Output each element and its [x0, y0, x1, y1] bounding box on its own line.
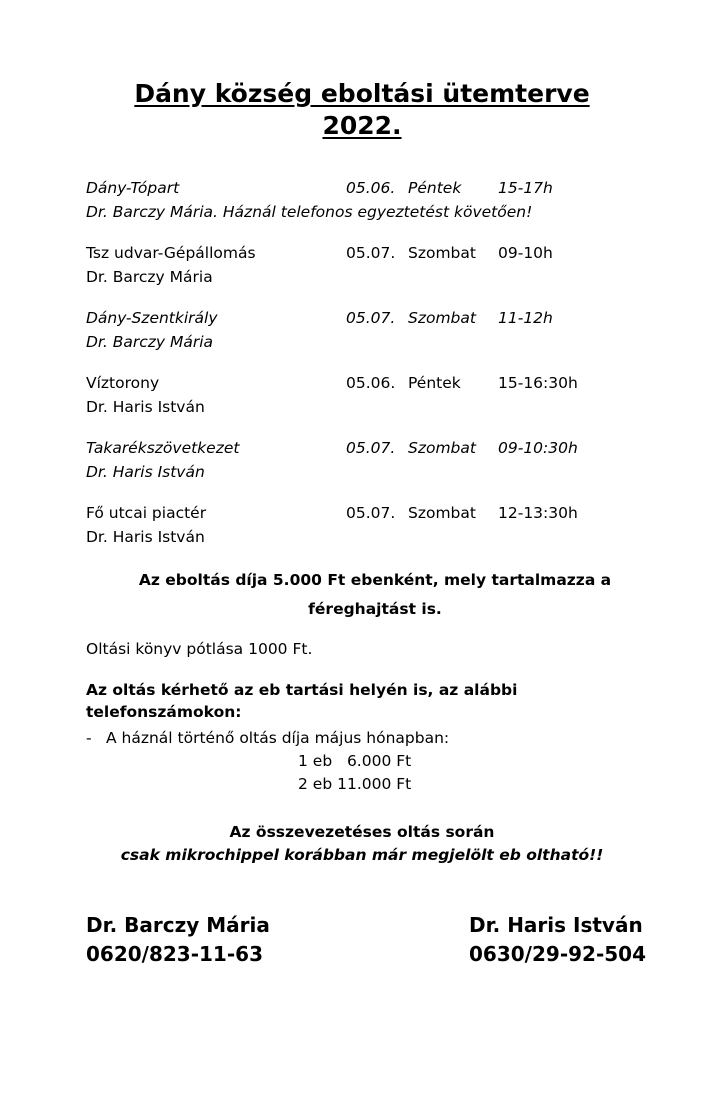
schedule-date: 05.06. [346, 374, 396, 393]
schedule-doctor: Dr. Haris István [86, 398, 205, 417]
schedule-day: Péntek [408, 374, 461, 393]
schedule-date: 05.06. [346, 179, 396, 197]
price-two-dogs: 2 eb 11.000 Ft [298, 775, 412, 794]
booklet-note: Oltási könyv pótlása 1000 Ft. [86, 639, 313, 658]
schedule-entry-row [86, 306, 684, 330]
schedule-doctor: Dr. Haris István [86, 463, 205, 482]
schedule-doctor: Dr. Haris István [86, 528, 205, 547]
schedule-time: 09-10h [498, 244, 553, 263]
schedule-day: Szombat [408, 244, 476, 263]
dash-marker: - [86, 728, 92, 747]
signature-phone: 0620/823-11-63 [86, 942, 263, 967]
schedule-entry [86, 306, 684, 354]
signature-block-right [469, 911, 654, 969]
schedule-day: Péntek [408, 179, 462, 197]
page-title [0, 78, 724, 142]
title-text-2: 2022. [322, 111, 402, 140]
schedule-place: Dány-Tópart [86, 179, 180, 197]
schedule-place: Tsz udvar-Gépállomás [86, 244, 256, 263]
schedule-date: 05.07. [346, 504, 396, 523]
schedule-entry [86, 241, 684, 289]
schedule-entry-row [86, 436, 684, 460]
schedule-entry [86, 436, 684, 484]
schedule-place: Fő utcai piactér [86, 504, 207, 523]
phone-request-line-2: telefonszámokon: [86, 703, 242, 722]
schedule-date: 05.07. [346, 244, 396, 263]
schedule-place: Dány-Szentkirály [86, 309, 218, 328]
schedule-time: 09-10:30h [498, 439, 578, 458]
notes-section [0, 569, 724, 796]
schedule-entry-row [86, 371, 684, 395]
signature-name: Dr. Haris István [469, 913, 643, 938]
schedule-entry-row [86, 241, 684, 265]
schedule-day: Szombat [408, 504, 476, 523]
signatures-section [0, 911, 724, 969]
schedule-list [0, 176, 724, 549]
fee-note-line-2: féreghajtást is. [308, 600, 442, 619]
phone-request-line-1: Az oltás kérhető az eb tartási helyén is, az alábbi [86, 680, 518, 699]
closing-section [0, 821, 724, 868]
document-page [0, 78, 724, 1102]
schedule-entry [86, 371, 684, 419]
closing-italic-text: csak mikrochippel korábban már megjelölt eb oltható!! [120, 845, 604, 864]
home-visit-note [86, 727, 664, 750]
schedule-entry [86, 176, 684, 224]
schedule-time: 15-17h [498, 179, 553, 197]
schedule-doctor: Dr. Barczy Mária. Háznál telefonos egyeztetést követően! [86, 203, 533, 222]
signature-name: Dr. Barczy Mária [86, 913, 270, 938]
fee-note-line-1: Az eboltás díja 5.000 Ft ebenként, mely tartalmazza a [138, 571, 612, 590]
price-one-dog: 1 eb 6.000 Ft [298, 752, 412, 771]
schedule-entry-row [86, 176, 684, 200]
schedule-date: 05.07. [346, 309, 396, 328]
schedule-entry [86, 501, 684, 549]
title-text-1: Dány község eboltási ütemterve [134, 79, 590, 108]
signature-phone: 0630/29-92-504 [469, 942, 646, 967]
schedule-time: 12-13:30h [498, 504, 578, 523]
title-line-2 [45, 110, 679, 142]
schedule-doctor: Dr. Barczy Mária [86, 333, 214, 352]
home-visit-text: A háznál történő oltás díja május hónapban: [106, 728, 450, 747]
schedule-time: 11-12h [498, 309, 553, 328]
schedule-day: Szombat [408, 439, 476, 458]
signature-block-left [86, 911, 270, 969]
schedule-doctor: Dr. Barczy Mária [86, 268, 213, 287]
closing-bold-text: Az összevezetéses oltás során [229, 822, 495, 841]
schedule-date: 05.07. [346, 439, 396, 458]
schedule-place: Takarékszövetkezet [86, 439, 240, 458]
schedule-entry-row [86, 501, 684, 525]
schedule-day: Szombat [408, 309, 476, 328]
schedule-time: 15-16:30h [498, 374, 578, 393]
schedule-place: Víztorony [86, 374, 160, 393]
title-line-1 [45, 78, 679, 110]
